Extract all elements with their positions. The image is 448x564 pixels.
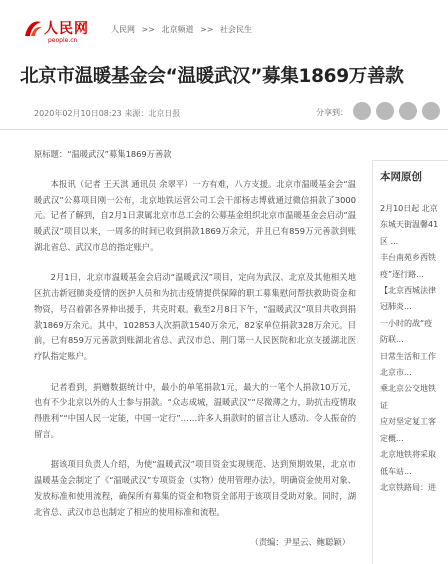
article-paragraph: 记者看到，捐赠数据统计中，最小的单笔捐款1元，最大的一笔个人捐款10万元，也有不少北京以外的人士参与捐款。“众志成城，温暖武汉”“尽微薄之力，助抗击疫情取得胜利”“中国人民一定能，中国一定行”……许多人捐款时的留言让人感动、令人振奋的留言。 <box>34 381 356 439</box>
article-body <box>34 147 356 564</box>
breadcrumb-separator: >> <box>141 25 155 34</box>
logo-subtext: people.cn <box>48 37 78 44</box>
sidebar-link[interactable]: 2月10日起 北京 <box>380 204 438 213</box>
sidebar-link[interactable]: 冠肺炎... <box>380 302 412 312</box>
share-wechat-icon[interactable] <box>376 102 394 120</box>
site-header <box>0 0 448 56</box>
people-cn-logo[interactable] <box>22 18 92 46</box>
article-paragraph: 本报讯（记者 王天淇 通讯员 余翠平）一方有难，八方支援。北京市温暖基金会“温暖武汉”公募项目刚一公布，北京地铁运营公司工会干部杨志博就通过微信捐款了3000元。记者了解到，自2月1日隶属北京市总工会的公募基金组织北京市温暖基金会启动“温暖武汉”项目以来，一周多的时间已收到捐款1869万余元，并且已有859万元善款到账湖北省总、武汉市总的指定账户。 <box>34 178 356 252</box>
sidebar-link[interactable]: 北京地铁将采取 <box>380 450 436 460</box>
sidebar-list <box>380 201 448 496</box>
breadcrumb <box>111 24 256 35</box>
breadcrumb-item-beijing[interactable]: 北京频道 <box>161 25 194 34</box>
sidebar-heading: 本网原创 <box>380 171 422 183</box>
sidebar-link[interactable]: 乘北京公交地铁 <box>380 384 436 394</box>
sidebar-link[interactable]: 北京市... <box>380 368 412 378</box>
sidebar-link[interactable]: 【北京西城法律 <box>380 286 436 296</box>
article-meta: 2020年02月10日08:23 来源：北京日报 <box>34 109 181 118</box>
share-weibo-icon[interactable] <box>353 102 371 120</box>
sidebar-link[interactable]: 防联... <box>380 335 404 345</box>
sidebar-link[interactable]: 日常生活和工作 <box>380 351 436 361</box>
article-paragraph: 据该项目负责人介绍，为使“温暖武汉”项目资金实现规范、达到预期效果，北京市温暖基金会制定了《“温暖武汉”专项资金（实物）使用管理办法》，明确资金使用对象、发放标准和使用流程，确保所有募集的资金和物资全部用于该项目受助对象。同时，湖北省总、武汉市总也制定了相应的使用标准和流程。 <box>34 459 356 517</box>
sidebar-link[interactable]: 东城天街温馨41 <box>380 220 439 230</box>
sidebar-link[interactable]: 证 <box>380 400 388 410</box>
breadcrumb-separator: >> <box>200 25 214 34</box>
header-divider <box>0 129 448 130</box>
breadcrumb-item-people[interactable]: 人民网 <box>111 25 135 34</box>
sidebar-link[interactable]: 应对坚定复工客 <box>380 417 436 427</box>
share-more-icon[interactable] <box>422 102 440 120</box>
sidebar-link[interactable]: 北京铁路局：进 <box>380 482 436 492</box>
original-title: 原标题：“温暖武汉”募集1869万善款 <box>34 149 172 159</box>
article-paragraph: 2月1日，北京市温暖基金会启动“温暖武汉”项目，定向为武汉、北京及其他相关地区抗击新冠肺炎疫情的医护人员和为抗击疫情提供保障的职工募集慰问帮扶救助资金和物资，号召着郭各界伸出援手，共克时艰。截至2月8日下午，“温暖武汉”项目共收到捐款1869万余元。其中，102853人次捐款1540万余元，82家单位捐款328万余元。目前，已有859万元善款到账湖北省总、武汉市总、荆门第一人民医院和北京支援湖北医疗队指定账户。 <box>34 272 356 362</box>
sidebar-link[interactable]: 疫”逐行路... <box>380 269 424 279</box>
sidebar-link[interactable]: 低车站... <box>380 466 412 476</box>
sidebar-link[interactable]: 丰台南苑乡西铁 <box>380 253 436 263</box>
sidebar-link[interactable]: 区 ... <box>380 236 399 246</box>
article-editor: （责编：尹星云、鲍聪颖） <box>250 536 350 547</box>
sidebar-original <box>372 160 448 564</box>
sidebar-link[interactable]: 一小时的战“疫 <box>380 318 433 328</box>
share-qzone-icon[interactable] <box>399 102 417 120</box>
breadcrumb-item-society[interactable]: 社会民生 <box>220 25 252 34</box>
share-label: 分享到： <box>316 108 348 117</box>
article-title: 北京市温暖基金会“温暖武汉”募集1869万善款 <box>20 66 404 87</box>
logo-mark-icon <box>22 18 44 40</box>
logo-text: 人民网 <box>44 21 89 37</box>
sidebar-link[interactable]: 定概... <box>380 433 404 443</box>
